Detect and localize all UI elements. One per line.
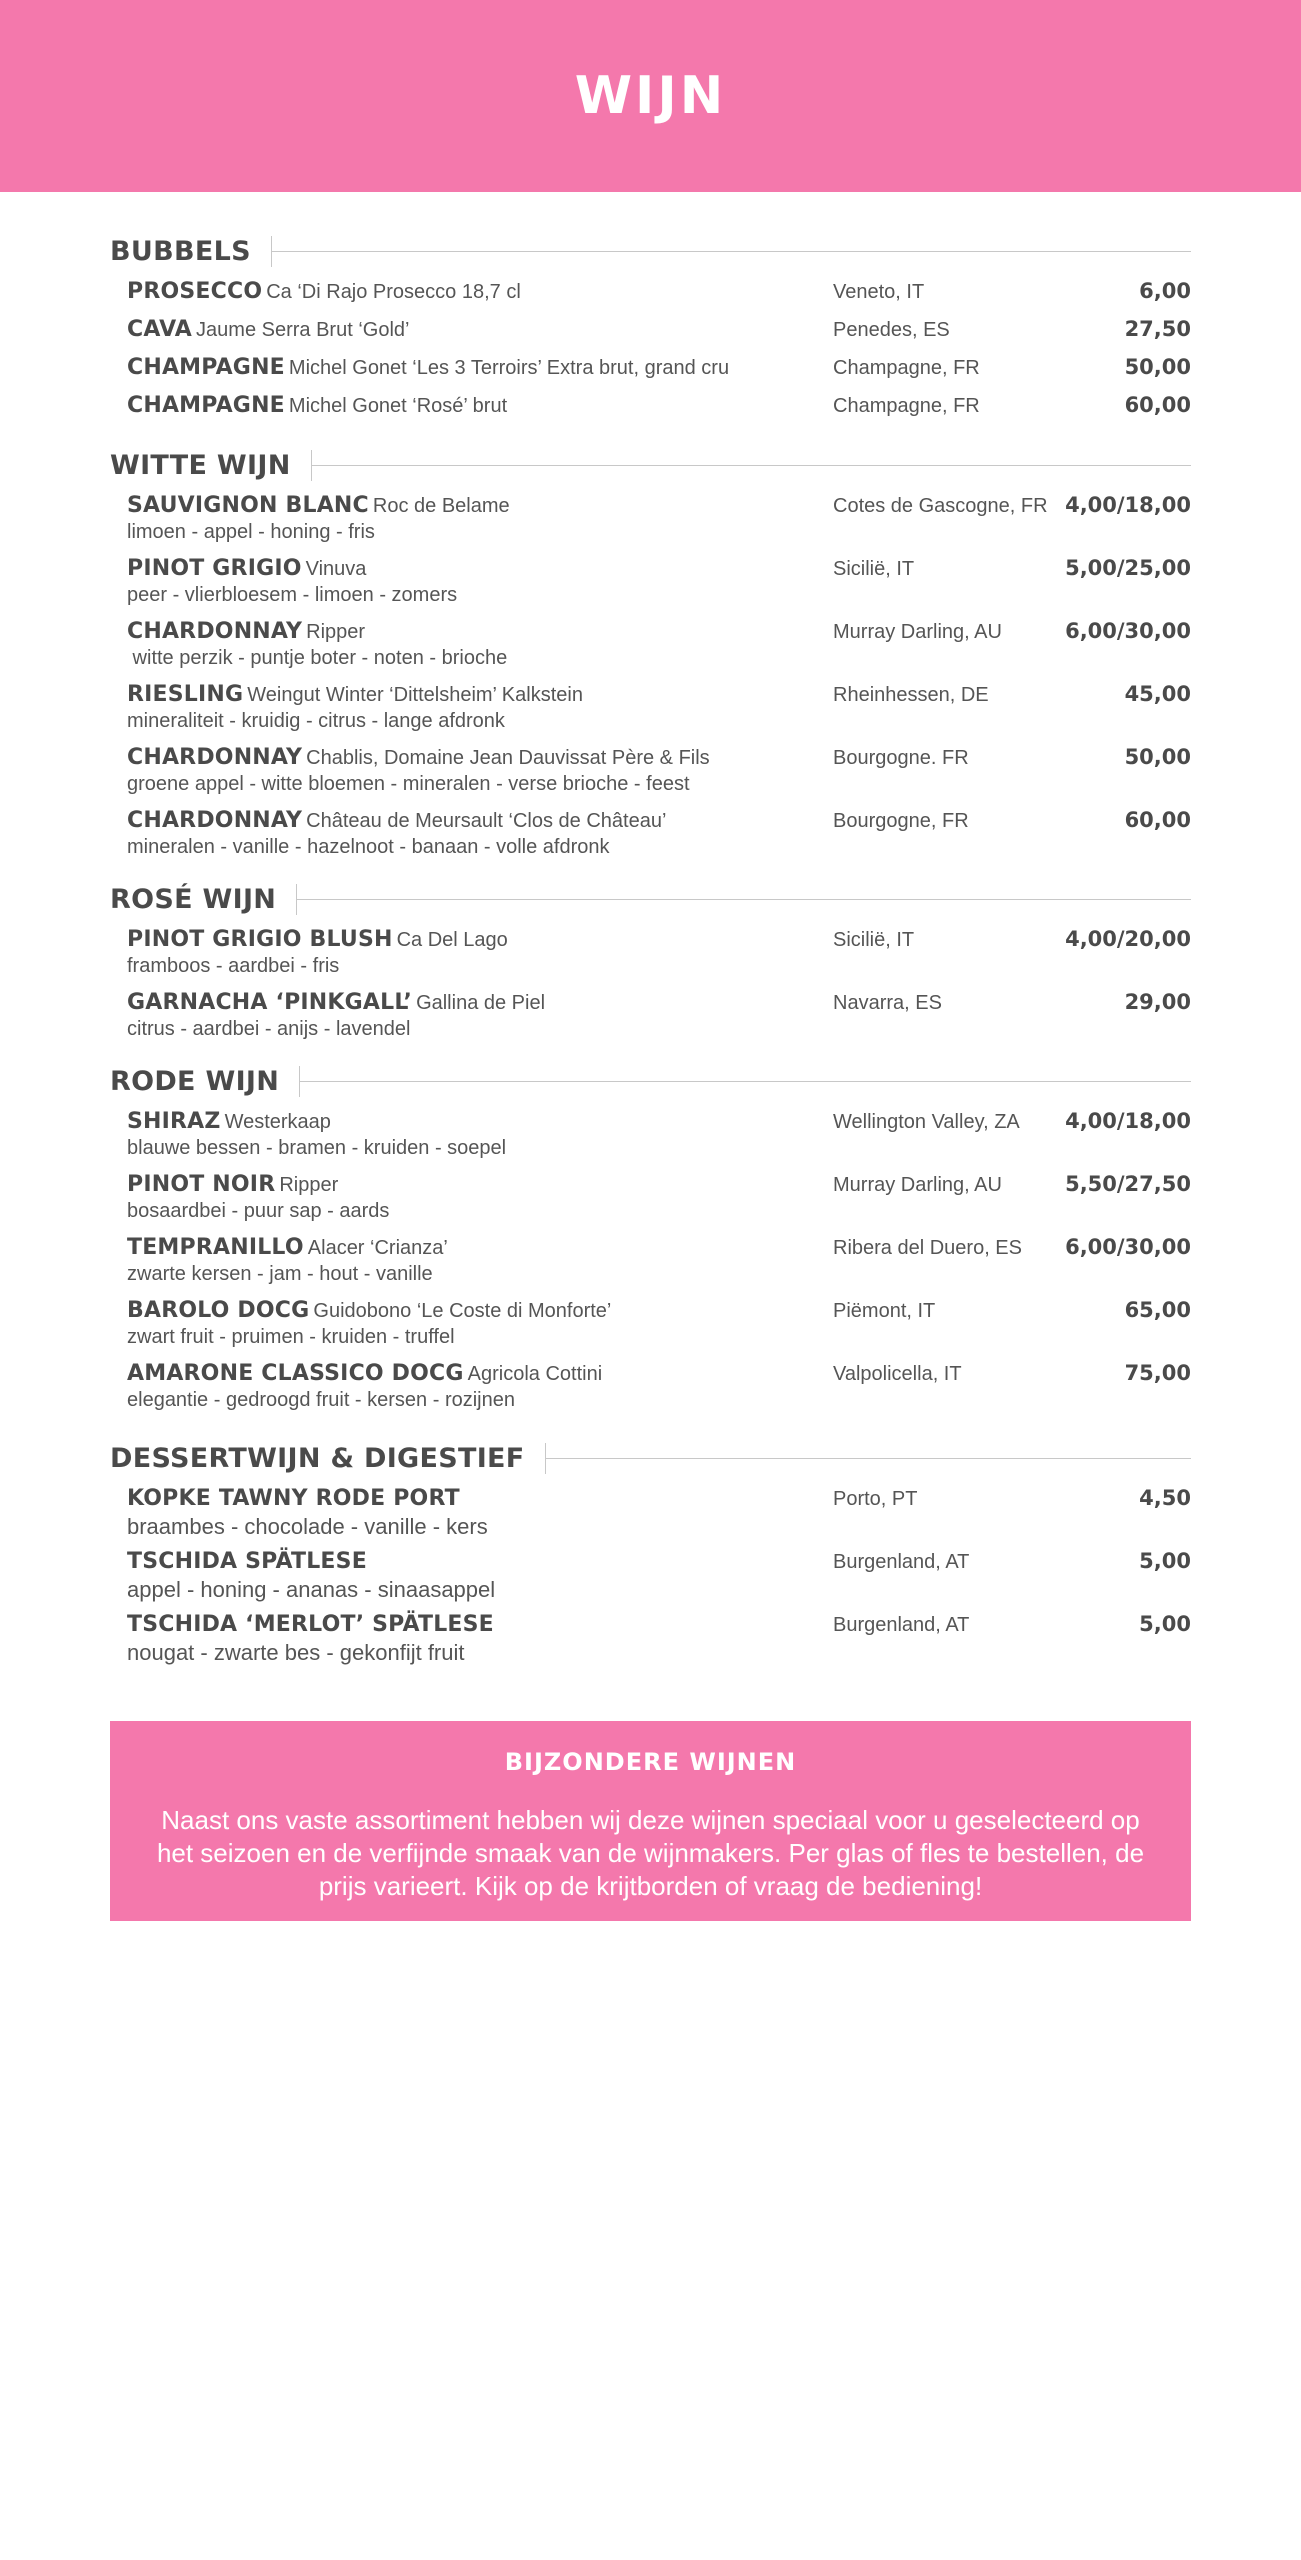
- wine-item: [127, 924, 1191, 987]
- wine-producer: Roc de Belame: [372, 495, 510, 517]
- tasting-notes: blauwe bessen - bramen - kruiden - soepel: [127, 1137, 507, 1159]
- wine-price: 5,00/25,00: [1065, 556, 1191, 580]
- section-rose-wijn: [110, 874, 1191, 1050]
- section-divider: [299, 1081, 1191, 1082]
- wine-item: [127, 1609, 1191, 1672]
- wine-price: 5,00: [1139, 1612, 1191, 1636]
- section-title: RODE WIJN: [110, 1065, 280, 1097]
- wine-name: CHARDONNAY: [127, 808, 303, 833]
- wine-name: BAROLO DOCG: [127, 1298, 310, 1323]
- wine-item: [127, 1232, 1191, 1295]
- wine-producer: Michel Gonet ‘Les 3 Terroirs’ Extra brut, grand cru: [288, 357, 730, 379]
- wine-menu: [110, 226, 1191, 1672]
- wine-item: [127, 1483, 1191, 1546]
- wine-item: [127, 742, 1191, 805]
- wine-price: 45,00: [1124, 682, 1191, 706]
- tasting-notes: groene appel - witte bloemen - mineralen - verse brioche - feest: [127, 773, 690, 795]
- wine-price: 27,50: [1124, 317, 1191, 341]
- wine-region: Bourgogne, FR: [833, 810, 969, 832]
- section-header: [110, 440, 1191, 490]
- wine-producer: Jaume Serra Brut ‘Gold’: [196, 319, 410, 341]
- wine-price: 50,00: [1124, 355, 1191, 379]
- wine-price: 4,00/18,00: [1065, 1109, 1191, 1133]
- wine-item: [127, 1358, 1191, 1421]
- section-witte-wijn: [110, 440, 1191, 868]
- wine-region: Murray Darling, AU: [833, 621, 1002, 643]
- wine-price: 4,00/20,00: [1065, 927, 1191, 951]
- tasting-notes: witte perzik - puntje boter - noten - brioche: [127, 647, 508, 669]
- wine-name: CHARDONNAY: [127, 619, 303, 644]
- wine-producer: Alacer ‘Crianza’: [307, 1237, 448, 1259]
- wine-item: [127, 1295, 1191, 1358]
- section-dessertwijn: [110, 1433, 1191, 1672]
- section-title: DESSERTWIJN & DIGESTIEF: [110, 1442, 525, 1474]
- wine-price: 65,00: [1124, 1298, 1191, 1322]
- wine-item: [127, 616, 1191, 679]
- wine-price: 6,00/30,00: [1065, 619, 1191, 643]
- tasting-notes: nougat - zwarte bes - gekonfijt fruit: [127, 1640, 465, 1665]
- page-header: [0, 0, 1301, 192]
- wine-name: CHAMPAGNE: [127, 393, 285, 418]
- wine-region: Cotes de Gascogne, FR: [833, 495, 1048, 517]
- wine-region: Valpolicella, IT: [833, 1363, 962, 1385]
- wine-name: CHAMPAGNE: [127, 355, 285, 380]
- wine-item: [127, 490, 1191, 553]
- wine-producer: Ca Del Lago: [396, 929, 508, 951]
- wine-name: KOPKE TAWNY RODE PORT: [127, 1486, 460, 1511]
- wine-price: 6,00: [1139, 279, 1191, 303]
- wine-region: Burgenland, AT: [833, 1551, 970, 1573]
- wine-producer: Guidobono ‘Le Coste di Monforte’: [313, 1300, 612, 1322]
- wine-name: PINOT NOIR: [127, 1172, 276, 1197]
- wine-producer: Ripper: [279, 1174, 339, 1196]
- wine-name: CHARDONNAY: [127, 745, 303, 770]
- section-header: [110, 1056, 1191, 1106]
- wine-producer: Chablis, Domaine Jean Dauvissat Père & Fils: [306, 747, 710, 769]
- wine-region: Piëmont, IT: [833, 1300, 936, 1322]
- section-divider: [296, 899, 1191, 900]
- wine-producer: Château de Meursault ‘Clos de Château’: [306, 810, 667, 832]
- section-divider: [311, 465, 1191, 466]
- wine-region: Champagne, FR: [833, 357, 980, 379]
- wine-price: 29,00: [1124, 990, 1191, 1014]
- tasting-notes: limoen - appel - honing - fris: [127, 521, 375, 543]
- wine-region: Navarra, ES: [833, 992, 942, 1014]
- wine-region: Bourgogne. FR: [833, 747, 969, 769]
- wine-region: Ribera del Duero, ES: [833, 1237, 1022, 1259]
- wine-price: 4,00/18,00: [1065, 493, 1191, 517]
- wine-name: SAUVIGNON BLANC: [127, 493, 369, 518]
- wine-region: Veneto, IT: [833, 281, 925, 303]
- wine-region: Porto, PT: [833, 1488, 918, 1510]
- wine-region: Penedes, ES: [833, 319, 950, 341]
- section-title: BUBBELS: [110, 235, 251, 267]
- wine-price: 4,50: [1139, 1486, 1191, 1510]
- tasting-notes: bosaardbei - puur sap - aards: [127, 1200, 390, 1222]
- tasting-notes: citrus - aardbei - anijs - lavendel: [127, 1018, 411, 1040]
- wine-item: [127, 1546, 1191, 1609]
- section-divider: [545, 1458, 1191, 1459]
- wine-item: [127, 390, 1191, 428]
- tasting-notes: framboos - aardbei - fris: [127, 955, 340, 977]
- wine-name: AMARONE CLASSICO DOCG: [127, 1361, 464, 1386]
- wine-name: TSCHIDA ‘MERLOT’ SPÄTLESE: [127, 1612, 494, 1637]
- section-header: [110, 874, 1191, 924]
- wine-price: 60,00: [1124, 808, 1191, 832]
- wine-producer: Vinuva: [305, 558, 367, 580]
- wine-region: Sicilië, IT: [833, 558, 915, 580]
- wine-item: [127, 553, 1191, 616]
- wine-price: 60,00: [1124, 393, 1191, 417]
- wine-region: Burgenland, AT: [833, 1614, 970, 1636]
- wine-name: TEMPRANILLO: [127, 1235, 304, 1260]
- wine-item: [127, 352, 1191, 390]
- tasting-notes: braambes - chocolade - vanille - kers: [127, 1514, 488, 1539]
- wine-item: [127, 1106, 1191, 1169]
- wine-producer: Weingut Winter ‘Dittelsheim’ Kalkstein: [247, 684, 583, 706]
- wine-item: [127, 805, 1191, 868]
- wine-name: CAVA: [127, 317, 193, 342]
- wine-region: Murray Darling, AU: [833, 1174, 1002, 1196]
- wine-region: Rheinhessen, DE: [833, 684, 989, 706]
- special-wines-text: Naast ons vaste assortiment hebben wij deze wijnen speciaal voor u geselecteerd op het seizoen en de verfijnde smaak van de wijnmakers. Per glas of fles te bestellen, de prijs varieert. Kijk op de krijtborden of vraag de bediening!: [156, 1805, 1145, 1901]
- wine-region: Champagne, FR: [833, 395, 980, 417]
- wine-producer: Westerkaap: [224, 1111, 331, 1133]
- wine-region: Wellington Valley, ZA: [833, 1111, 1020, 1133]
- wine-item: [127, 987, 1191, 1050]
- wine-name: SHIRAZ: [127, 1109, 221, 1134]
- special-wines-box: [110, 1721, 1191, 1921]
- wine-name: PROSECCO: [127, 279, 263, 304]
- tasting-notes: appel - honing - ananas - sinaasappel: [127, 1577, 496, 1602]
- section-rode-wijn: [110, 1056, 1191, 1421]
- wine-price: 5,00: [1139, 1549, 1191, 1573]
- tasting-notes: mineraliteit - kruidig - citrus - lange afdronk: [127, 710, 505, 732]
- wine-name: PINOT GRIGIO BLUSH: [127, 927, 393, 952]
- wine-producer: Ripper: [306, 621, 366, 643]
- wine-price: 50,00: [1124, 745, 1191, 769]
- wine-item: [127, 679, 1191, 742]
- tasting-notes: mineralen - vanille - hazelnoot - banaan - volle afdronk: [127, 836, 610, 858]
- section-header: [110, 1433, 1191, 1483]
- wine-name: PINOT GRIGIO: [127, 556, 302, 581]
- wine-item: [127, 314, 1191, 352]
- special-wines-title: BIJZONDERE WIJNEN: [504, 1748, 797, 1776]
- section-divider: [271, 251, 1191, 252]
- wine-producer: Michel Gonet ‘Rosé’ brut: [288, 395, 508, 417]
- wine-name: GARNACHA ‘PINKGALL’: [127, 990, 413, 1015]
- wine-price: 5,50/27,50: [1065, 1172, 1191, 1196]
- page-title: WIJN: [574, 66, 727, 126]
- section-header: [110, 226, 1191, 276]
- tasting-notes: zwarte kersen - jam - hout - vanille: [127, 1263, 433, 1285]
- wine-price: 6,00/30,00: [1065, 1235, 1191, 1259]
- tasting-notes: zwart fruit - pruimen - kruiden - truffel: [127, 1326, 455, 1348]
- tasting-notes: elegantie - gedroogd fruit - kersen - rozijnen: [127, 1389, 515, 1411]
- wine-item: [127, 276, 1191, 314]
- wine-name: RIESLING: [127, 682, 244, 707]
- wine-producer: Gallina de Piel: [416, 992, 546, 1014]
- section-title: WITTE WIJN: [110, 449, 291, 481]
- wine-producer: Agricola Cottini: [467, 1363, 603, 1385]
- section-title: ROSÉ WIJN: [110, 883, 277, 915]
- wine-item: [127, 1169, 1191, 1232]
- wine-price: 75,00: [1124, 1361, 1191, 1385]
- section-bubbels: [110, 226, 1191, 428]
- tasting-notes: peer - vlierbloesem - limoen - zomers: [127, 584, 458, 606]
- wine-region: Sicilië, IT: [833, 929, 915, 951]
- wine-producer: Ca ‘Di Rajo Prosecco 18,7 cl: [266, 281, 521, 303]
- wine-name: TSCHIDA SPÄTLESE: [127, 1549, 367, 1574]
